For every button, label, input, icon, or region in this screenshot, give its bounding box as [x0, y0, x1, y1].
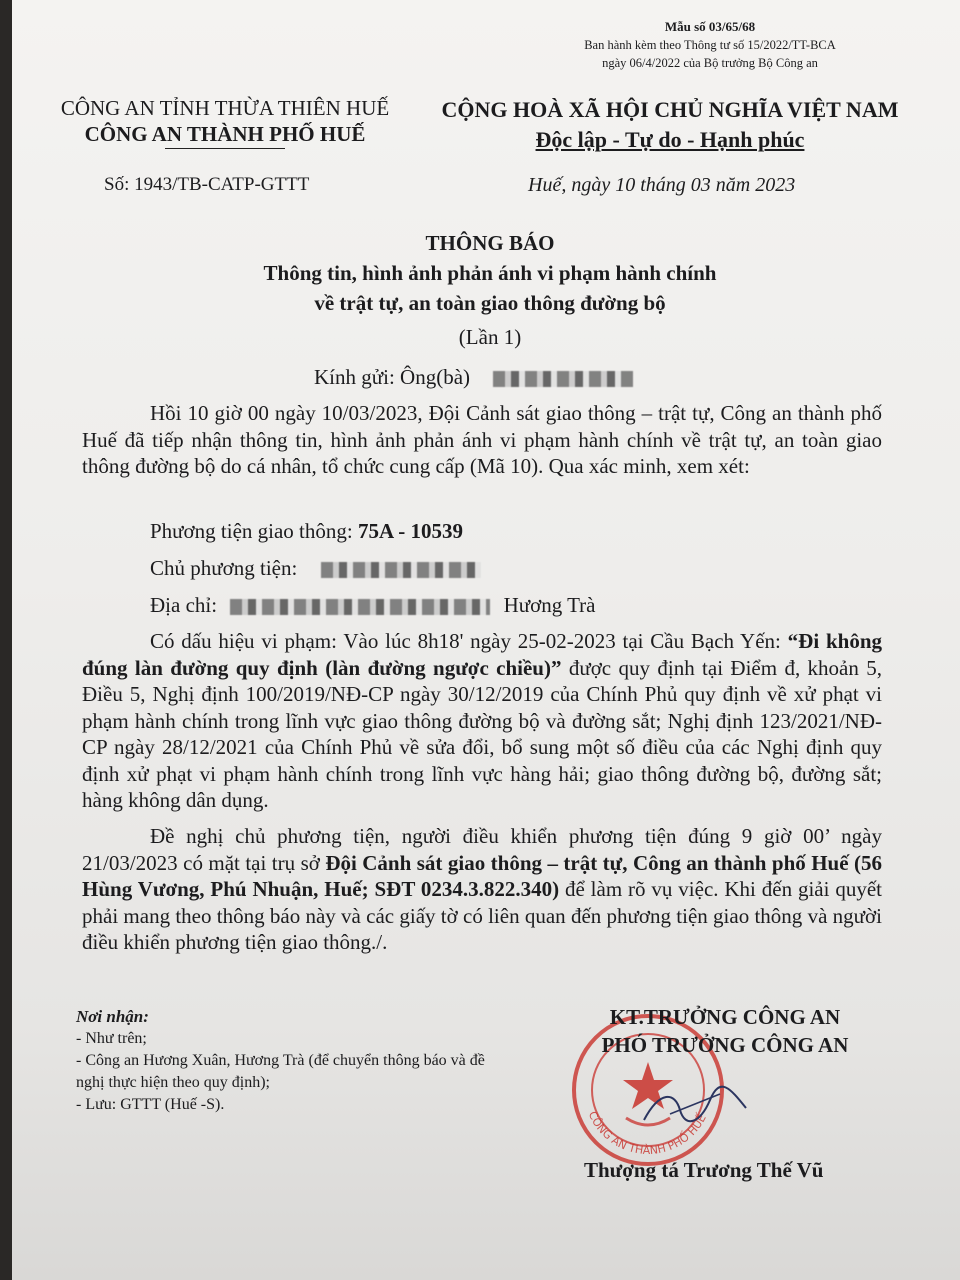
redacted-owner: [321, 562, 481, 578]
address-label: Địa chỉ:: [150, 593, 218, 617]
form-issued-date: ngày 06/4/2022 của Bộ trưởng Bộ Công an: [602, 56, 818, 70]
recipient-item: - Công an Hương Xuân, Hương Trà (để chuyển thông báo và đề nghị thực hiện theo quy định);: [76, 1052, 485, 1091]
national-title: CỘNG HOÀ XÃ HỘI CHỦ NGHĨA VIỆT NAM: [441, 97, 899, 122]
address-tail: Hương Trà: [503, 593, 596, 617]
notice-title-block: [160, 228, 820, 352]
owner-label: Chủ phương tiện:: [150, 556, 298, 580]
handwritten-signature-icon: [640, 1080, 750, 1130]
form-code: Mẫu số 03/65/68: [664, 19, 756, 34]
national-header: [420, 95, 920, 155]
greeting: [314, 365, 633, 390]
violation-legal-basis: được quy định tại Điểm đ, khoản 5, Điều 5, Nghị định 100/2019/NĐ-CP ngày 30/12/2019 của Chính Phủ quy định về xử phạt vi phạm hành chính trong lĩnh vực giao thông đường bộ và đường sắt; Nghị định 123/2021/NĐ-CP ngày 28/12/2021 của Chính Phủ về sửa đổi, bổ sung một số điều của các Nghị định quy định xử phạt vi phạm hành chính trong lĩnh vực hàng hải; giao thông đường bộ, đường sắt; hàng không dân dụng.: [82, 655, 882, 812]
notice-subtitle-2: về trật tự, an toàn giao thông đường bộ: [314, 291, 666, 315]
seal-text: CÔNG AN THÀNH PHỐ HUẾ: [585, 1109, 709, 1158]
violation-description: “Đi không đúng làn đường quy định (làn đường ngược chiều)”: [82, 629, 882, 680]
agency-name: CÔNG AN THÀNH PHỐ HUẾ: [84, 122, 366, 146]
request-instructions: để làm rõ vụ việc. Khi đến giải quyết phải mang theo thông báo này và các giấy tờ có liên quan đến phương tiện giao thông và người điều khiển phương tiện giao thông./.: [82, 877, 882, 954]
agency-header: [30, 95, 420, 149]
request-intro: Đề nghị chủ phương tiện, người điều khiển phương tiện đúng 9 giờ 00’ ngày 21/03/2023 có mặt tại trụ sở: [82, 824, 882, 875]
agency-underline: [165, 148, 285, 149]
recipient-item: - Lưu: GTTT (Huế -S).: [76, 1096, 225, 1113]
request-office: Đội Cảnh sát giao thông – trật tự, Công an thành phố Huế (56 Hùng Vương, Phú Nhuận, Huế; SĐT 0234.3.822.340): [82, 850, 882, 901]
form-code-block: [560, 18, 860, 72]
redacted-address: [230, 599, 490, 615]
signature-block: [560, 1003, 890, 1059]
violation-intro: Có dấu hiệu vi phạm: Vào lúc 8h18' ngày 25-02-2023 tại Cầu Bạch Yến:: [150, 629, 788, 653]
vehicle-plate: 75A - 10539: [357, 519, 463, 543]
recipient-item: - Như trên;: [76, 1030, 147, 1047]
signature-line-1: KT.TRƯỞNG CÔNG AN: [609, 1005, 841, 1029]
owner-line: [150, 556, 481, 581]
document-number: Số: 1943/TB-CATP-GTTT: [104, 174, 310, 195]
notice-title: THÔNG BÁO: [425, 231, 555, 255]
notice-subtitle-1: Thông tin, hình ảnh phản ánh vi phạm hành chính: [263, 261, 717, 285]
recipients-block: [76, 1006, 516, 1116]
paragraph-violation: [82, 628, 882, 814]
notice-round: (Lần 1): [458, 325, 522, 349]
vehicle-line: [150, 519, 463, 544]
national-motto: Độc lập - Tự do - Hạnh phúc: [535, 127, 805, 152]
page-edge-shadow: [0, 0, 12, 1280]
agency-parent: CÔNG AN TỈNH THỪA THIÊN HUẾ: [60, 96, 390, 120]
signature-line-2: PHÓ TRƯỞNG CÔNG AN: [601, 1033, 849, 1057]
recipients-heading: Nơi nhận:: [76, 1007, 149, 1026]
redacted-name: [493, 371, 633, 387]
place-date: Huế, ngày 10 tháng 03 năm 2023: [528, 174, 796, 196]
paragraph-request: [82, 823, 882, 956]
signer-name: Thượng tá Trương Thế Vũ: [584, 1158, 824, 1182]
address-line: [150, 593, 596, 618]
greeting-label: Kính gửi: Ông(bà): [314, 365, 471, 389]
vehicle-label: Phương tiện giao thông:: [150, 519, 353, 543]
form-issued-with: Ban hành kèm theo Thông tư số 15/2022/TT-BCA: [584, 38, 836, 52]
paragraph-intro: Hồi 10 giờ 00 ngày 10/03/2023, Đội Cảnh sát giao thông – trật tự, Công an thành phố Huế đã tiếp nhận thông tin, hình ảnh phản ánh vi phạm hành chính về trật tự, an toàn giao thông đường bộ do cá nhân, tổ chức cung cấp (Mã 10). Qua xác minh, xem xét:: [82, 401, 882, 478]
